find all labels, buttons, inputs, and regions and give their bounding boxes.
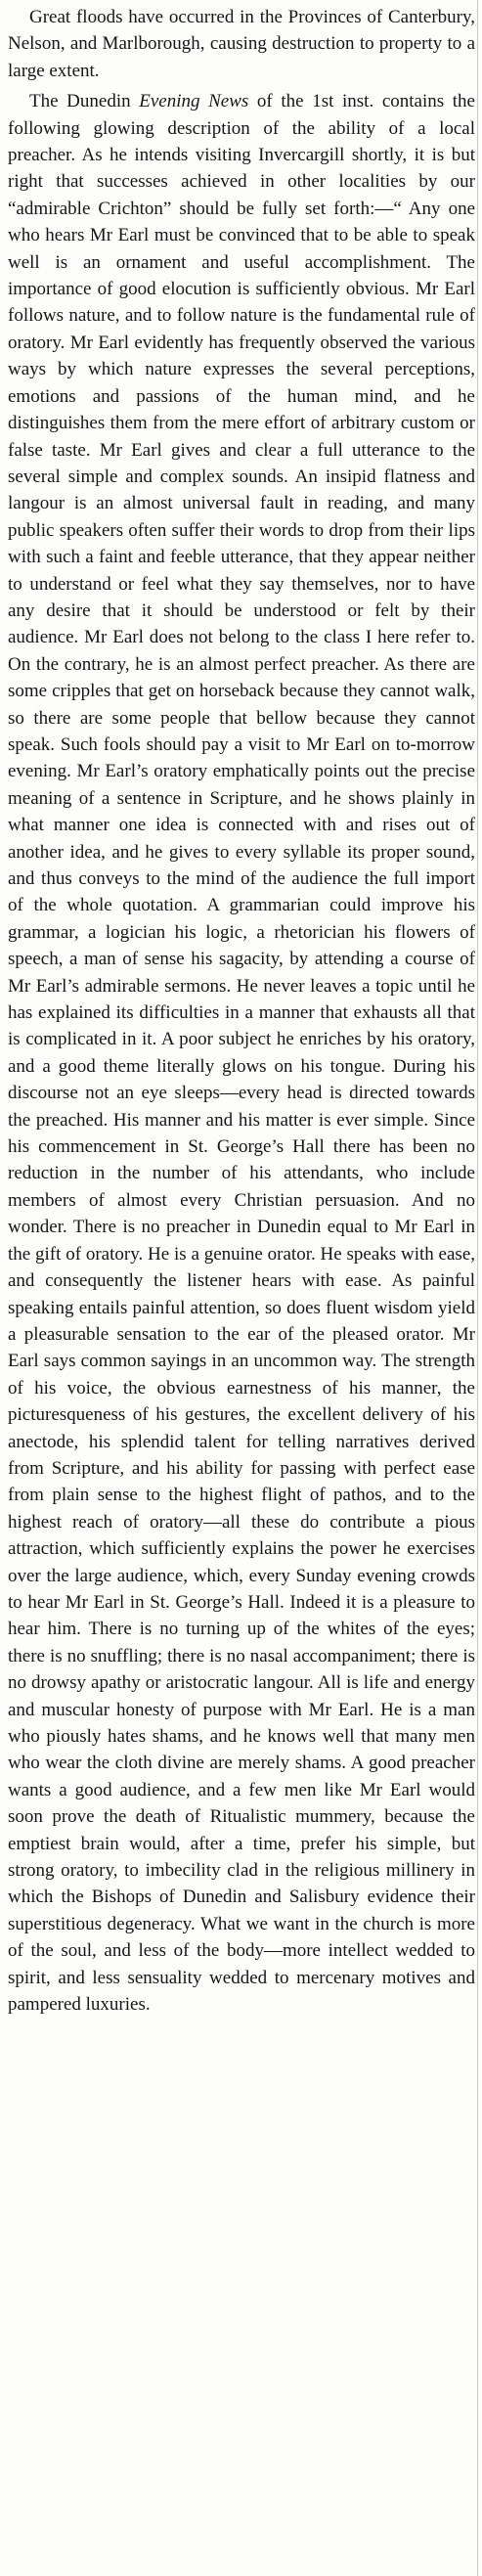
paragraph-lead: The Dunedin <box>29 91 140 112</box>
news-paragraph-floods: Great floods have occurred in the Provinces of Canterbury, Nelson, and Marlborough, causing destruction to property to a large extent. <box>8 7 475 81</box>
paragraph-body: of the 1st inst. contains the following glowing description of the ability of a local preacher. As he intends visiting Invercargill shortly, it is but right that successes achieved in other localities by our “admirable Crichton” should be fully set forth:—“ Any one who hears Mr Earl must be convinced that to be able to speak well is an ornament and useful accomplishment. The importance of good elocution is sufficiently obvious. Mr Earl follows nature, and to follow nature is the fundamental rule of oratory. Mr Earl evidently has frequently observed the various ways by which nature expresses the several perceptions, emotions and passions of the human mind, and he distinguishes them from the mere effort of arbitrary custom or false taste. Mr Earl gives and clear a full utterance to the several simple and complex sounds. An insipid flatness and langour is an almost universal fault in reading, and many public speakers often suffer their words to drop from their lips with such a faint and feeble utterance, that they appear neither to understand or feel what they say themselves, nor to have any desire that it should be understood or felt by their audience. Mr Earl does not belong to the class I here refer to. On the contrary, he is an almost perfect preacher. As there are some cripples that get on horseback because they cannot walk, so there are some people that bellow because they cannot speak. Such fools should pay a visit to Mr Earl on to-morrow evening. Mr Earl’s oratory emphatically points out the precise meaning of a sentence in Scripture, and he shows plainly in what manner one idea is connected with and rises out of another idea, and he gives to every syllable its proper sound, and thus conveys to the mind of the audience the full import of the whole quotation. A grammarian could improve his grammar, a logician his logic, a rhetorician his flowers of speech, a man of sense his sagacity, by attending a course of Mr Earl’s admirable sermons. He never leaves a topic until he has explained its difficulties in a manner that exhausts all that is complicated in it. A poor subject he enriches by his oratory, and a good theme literally glows on his tongue. During his discourse not an eye sleeps—every head is directed towards the preached. His manner and his matter is ever simple. Since his commencement in St. George’s Hall there has been no reduction in the number of his attendants, who include members of almost every Christian persuasion. And no wonder. There is no preacher in Dunedin equal to Mr Earl in the gift of oratory. He is a genuine orator. He speaks with ease, and consequently the listener hears with ease. As painful speaking entails painful attention, so does fluent wisdom yield a pleasurable sensation to the ear of the pleased orator. Mr Earl says common sayings in an uncommon way. The strength of his voice, the obvious earnestness of his manner, the picturesqueness of his gestures, the excellent delivery of his anectode, his splendid talent for telling narratives derived from Scripture, and his ability for passing with perfect ease from plain sense to the highest flight of pathos, and to the highest reach of oratory—all these do contribute a pious attraction, which sufficiently explains the power he exercises over the large audience, which, every Sunday evening crowds to hear Mr Earl in St. George’s Hall. Indeed it is a pleasure to hear him. There is no turning up of the whites of the eyes; there is no snuffling; there is no nasal accompaniment; there is no drowsy apathy or aristocratic langour. All is life and energy and muscular honesty of purpose with Mr Earl. He is a man who piously hates shams, and he knows well that many men who wear the cloth divine are merely shams. A good preacher wants a good audience, and a few men like Mr Earl would soon prove the death of Ritualistic mummery, because the emptiest brain would, after a time, prefer his simple, but strong oratory, to imbecility clad in the religious millinery in which the Bishops of Dunedin and Salisbury evidence their superstitious degeneracy. What we want in the church is more of the soul, and less of the body—more intellect wedded to spirit, and less sensuality wedded to mercenary motives and pampered luxuries. <box>8 91 475 2016</box>
column-rule <box>477 0 478 2576</box>
news-paragraph-preacher <box>8 88 475 2018</box>
publication-name: Evening News <box>139 91 249 112</box>
article-column <box>8 4 475 2018</box>
